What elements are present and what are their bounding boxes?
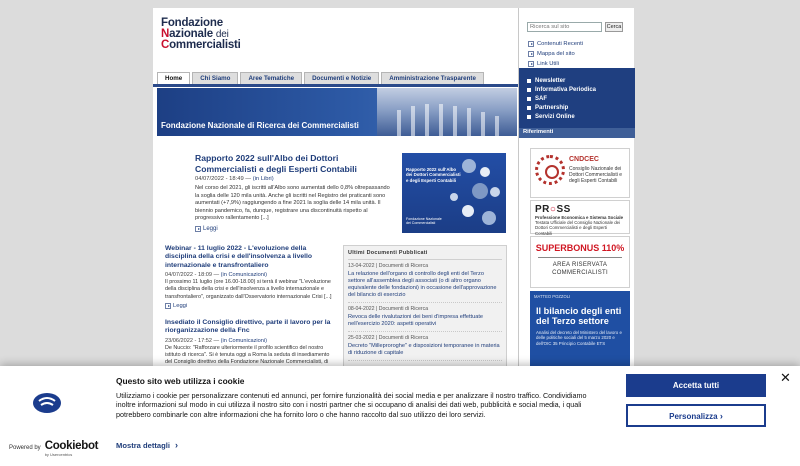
right-sidebar bbox=[518, 8, 634, 368]
featured-body: Nel corso del 2021, gli iscritti all'Albo sono aumentati dello 0,8% oltrepassando la soglia delle 120 mila unità. Anche gli iscritti nel Registro dei praticanti sono aumentati (+7,9%) raggiungendo a fine 2021 la soglia delle 14 mila unità. Il biennio pandemico, fa, dunque, registrare una discontinuità rispetto al progressivo rallentamento [...] bbox=[195, 185, 390, 222]
link-mappa-sito-label: Mappa del sito bbox=[537, 51, 575, 57]
cndcec-subtitle: Consiglio Nazionale dei Dottori Commercialisti e degli Esperti Contabili bbox=[569, 166, 623, 185]
cookiebot-brand: Cookiebot bbox=[44, 440, 99, 452]
logo-line-2: azionale bbox=[169, 28, 213, 40]
cookiebot-logo-icon bbox=[32, 390, 62, 416]
customize-button[interactable] bbox=[626, 404, 766, 427]
show-details-link[interactable] bbox=[116, 440, 178, 450]
link-contenuti-recenti[interactable] bbox=[528, 41, 583, 47]
document-title[interactable]: Revoca delle rivalutazioni dei beni d'impresa effettuate nell'esercizio 2020: aspetti operativi bbox=[348, 314, 483, 327]
featured-category-link[interactable]: (in Libri) bbox=[252, 176, 274, 182]
bilancio-subtitle: Analisi del decreto del Ministero del lavoro e delle politiche sociali del 5 marzo 2020 e dell'OIC 35 Principio Contabile ETS bbox=[536, 330, 622, 346]
news-item bbox=[165, 245, 335, 309]
featured-title[interactable]: Rapporto 2022 sull'Albo dei Dottori Commercialisti e degli Esperti Contabili bbox=[195, 153, 357, 174]
document-separator: | bbox=[374, 335, 379, 341]
press-logo-o-icon: ○ bbox=[549, 204, 557, 215]
tab-documenti-notizie[interactable]: Documenti e Notizie bbox=[304, 72, 379, 84]
document-item bbox=[348, 260, 502, 303]
latest-documents bbox=[343, 245, 507, 367]
arrow-right-icon bbox=[528, 61, 534, 67]
logo-initial-c: C bbox=[161, 39, 170, 51]
bullet-icon bbox=[527, 79, 531, 83]
arrow-right-icon bbox=[195, 226, 201, 232]
tab-amministrazione-trasparente[interactable]: Amministrazione Trasparente bbox=[381, 72, 484, 84]
cookiebot-brand-sub: by Usercentrics bbox=[44, 452, 73, 457]
link-link-utili-label: Link Utili bbox=[537, 61, 559, 67]
news-read-more-label: Leggi bbox=[173, 302, 188, 309]
news-category-link[interactable]: (in Comunicazioni) bbox=[220, 272, 267, 279]
news-category-link[interactable]: (in Comunicazioni) bbox=[220, 337, 267, 344]
press-logo-a: PR bbox=[535, 204, 550, 215]
document-date: 25-03-2022 bbox=[348, 335, 375, 341]
news-body: Il prossimo 11 luglio (ore 16.00-18.00) si terrà il webinar "L'evoluzione della disciplina della crisi e dell'insolvenza a livello internazionale e transfrontaliero", organizzato dall'Osservatorio internazionale Crisi [...] bbox=[165, 279, 332, 300]
menu-item-label: Informativa Periodica bbox=[535, 86, 597, 93]
superbonus-link[interactable] bbox=[530, 236, 630, 288]
cndcec-link[interactable] bbox=[530, 148, 630, 198]
document-date: 13-04-2022 bbox=[348, 263, 375, 269]
menu-item-servizi-online[interactable] bbox=[527, 112, 635, 121]
news-body: De Nuccio: "Rafforzare ulteriormente il profilo scientifico del nostro istituto di ricerca". Si è tenuta oggi a Roma la seduta di insediamento del Consiglio direttivo della Fondazione Nazionale Commercialisti, di bbox=[165, 344, 330, 366]
press-logo-b: SS bbox=[556, 204, 571, 215]
divider bbox=[538, 257, 622, 258]
powered-by-text: Powered by bbox=[9, 445, 41, 451]
accept-all-button[interactable]: Accetta tutti bbox=[626, 374, 766, 397]
menu-item-newsletter[interactable] bbox=[527, 76, 635, 85]
link-mappa-sito[interactable] bbox=[528, 51, 575, 57]
arrow-right-icon bbox=[528, 41, 534, 47]
document-separator: | bbox=[374, 306, 379, 312]
featured-image[interactable] bbox=[402, 153, 506, 233]
featured-read-more-label: Leggi bbox=[203, 226, 218, 232]
news-title[interactable]: Insediato il Consiglio direttivo, parte il lavoro per la riorganizzazione della Fnc bbox=[165, 319, 331, 335]
bullet-icon bbox=[527, 88, 531, 92]
show-details-label: Mostra dettagli bbox=[116, 440, 171, 450]
press-line-1: Professione Economica e Sistema Sociale bbox=[535, 215, 624, 220]
chevron-right-icon: › bbox=[175, 440, 179, 450]
menu-item-label: Partnership bbox=[535, 104, 569, 111]
superbonus-title: SUPERBONUS 110% bbox=[535, 243, 625, 253]
cookie-text: Utilizziamo i cookie per personalizzare contenuti ed annunci, per fornire funzionalità dei social media e per analizzare il nostro traffico. Condividiamo inoltre informazioni sul modo in cui utilizza il nostro sito con i nostri partner che si occupano di analisi dei dati web, pubblicità e social media, i quali potrebbero combinarle con altre informazioni che ha fornito loro o che hanno raccolto dal suo utilizzo dei loro servizi. bbox=[116, 391, 587, 419]
site-logo[interactable] bbox=[161, 18, 241, 51]
link-link-utili[interactable] bbox=[528, 61, 559, 67]
cndcec-seal-icon bbox=[535, 155, 565, 185]
menu-item-label: Newsletter bbox=[535, 77, 566, 84]
press-logo bbox=[535, 204, 625, 215]
banner-title: Fondazione Nazionale di Ricerca dei Commercialisti bbox=[161, 121, 359, 130]
news-date-text: 23/06/2022 - 17:52 — bbox=[165, 337, 221, 344]
featured-date-text: 04/07/2022 - 18:49 — bbox=[195, 176, 253, 182]
document-item bbox=[348, 303, 502, 332]
menu-item-label: SAF bbox=[535, 95, 547, 102]
featured-read-more[interactable] bbox=[195, 226, 218, 232]
document-category: Documenti di Ricerca bbox=[378, 335, 429, 341]
document-category: Documenti di Ricerca bbox=[378, 306, 429, 312]
tab-aree-tematiche[interactable]: Aree Tematiche bbox=[240, 72, 302, 84]
news-date bbox=[165, 272, 335, 278]
bullet-icon bbox=[527, 97, 531, 101]
hero-banner bbox=[157, 88, 517, 136]
cookie-title: Questo sito web utilizza i cookie bbox=[116, 376, 245, 386]
document-category: Documenti di Ricerca bbox=[378, 263, 429, 269]
link-contenuti-recenti-label: Contenuti Recenti bbox=[537, 41, 584, 47]
services-menu bbox=[519, 68, 635, 128]
menu-item-label: Servizi Online bbox=[535, 113, 575, 120]
main-nav bbox=[157, 72, 484, 84]
document-item bbox=[348, 332, 502, 361]
arrow-right-icon bbox=[165, 303, 171, 309]
document-meta bbox=[348, 306, 502, 312]
latest-documents-header: Ultimi Documenti Pubblicati bbox=[348, 250, 502, 260]
news-date bbox=[165, 338, 335, 344]
superbonus-line-1: AREA RISERVATA bbox=[552, 262, 608, 268]
customize-label: Personalizza bbox=[669, 411, 718, 421]
document-meta bbox=[348, 335, 502, 341]
document-title[interactable]: La relazione dell'organo di controllo degli enti del Terzo settore all'assemblea degli associati (o di altro organo equivalente delle fondazioni) in occasione dell'approvazione del bilancio di esercizio bbox=[348, 271, 497, 298]
logo-line-3: ommercialisti bbox=[169, 39, 241, 51]
logo-line-1: Fondazione bbox=[161, 17, 223, 29]
featured-image-caption: Fondazione Nazionale dei Commercialisti bbox=[406, 217, 442, 226]
superbonus-line-2: COMMERCIALISTI bbox=[552, 270, 608, 276]
news-title[interactable]: Webinar - 11 luglio 2022 - L'evoluzione della disciplina della crisi e dell'insolvenza a livello internazionale e transfrontaliero bbox=[165, 245, 313, 269]
cndcec-name: CNDCEC bbox=[569, 156, 599, 163]
search-button[interactable]: Cerca bbox=[606, 24, 622, 30]
bullet-icon bbox=[527, 115, 531, 119]
tab-home[interactable]: Home bbox=[157, 72, 190, 84]
document-separator: | bbox=[374, 263, 379, 269]
close-icon[interactable]: ✕ bbox=[780, 370, 791, 385]
logo-dei: dei bbox=[215, 29, 229, 40]
chevron-right-icon: › bbox=[719, 410, 723, 421]
bilancio-author: MATTEO POZZOLI bbox=[534, 294, 571, 299]
bilancio-book-link[interactable] bbox=[530, 291, 630, 367]
news-read-more[interactable] bbox=[165, 303, 335, 309]
powered-by[interactable] bbox=[9, 440, 98, 458]
featured-date bbox=[195, 176, 274, 182]
document-meta bbox=[348, 263, 502, 269]
menu-item-partnership[interactable] bbox=[527, 103, 635, 112]
tab-chi-siamo[interactable]: Chi Siamo bbox=[192, 72, 238, 84]
building-photo bbox=[377, 88, 517, 136]
bullet-icon bbox=[527, 106, 531, 110]
menu-item-saf[interactable] bbox=[527, 94, 635, 103]
featured-image-title: Rapporto 2022 sull'Albo dei Dottori Commercialisti e degli Esperti Contabili bbox=[406, 167, 461, 183]
news-date-text: 04/07/2022 - 18:09 — bbox=[165, 272, 221, 279]
bilancio-title: Il bilancio degli enti del Terzo settore bbox=[536, 306, 622, 326]
press-line-2: Testata Ufficiale del Consiglio Nazionale dei Dottori Commercialisti e degli Esperti Contabili bbox=[535, 220, 621, 236]
document-date: 08-04-2022 bbox=[348, 306, 375, 312]
arrow-right-icon bbox=[528, 51, 534, 57]
menu-item-informativa[interactable] bbox=[527, 85, 635, 94]
press-link[interactable] bbox=[530, 200, 630, 234]
search-input[interactable] bbox=[527, 22, 602, 32]
logo-initial-n: N bbox=[161, 28, 170, 40]
document-title[interactable]: Decreto "Milleproroghe" e disposizioni temporanee in materia di riduzione di capitale bbox=[348, 343, 500, 356]
riferimenti-header: Riferimenti bbox=[519, 128, 635, 138]
